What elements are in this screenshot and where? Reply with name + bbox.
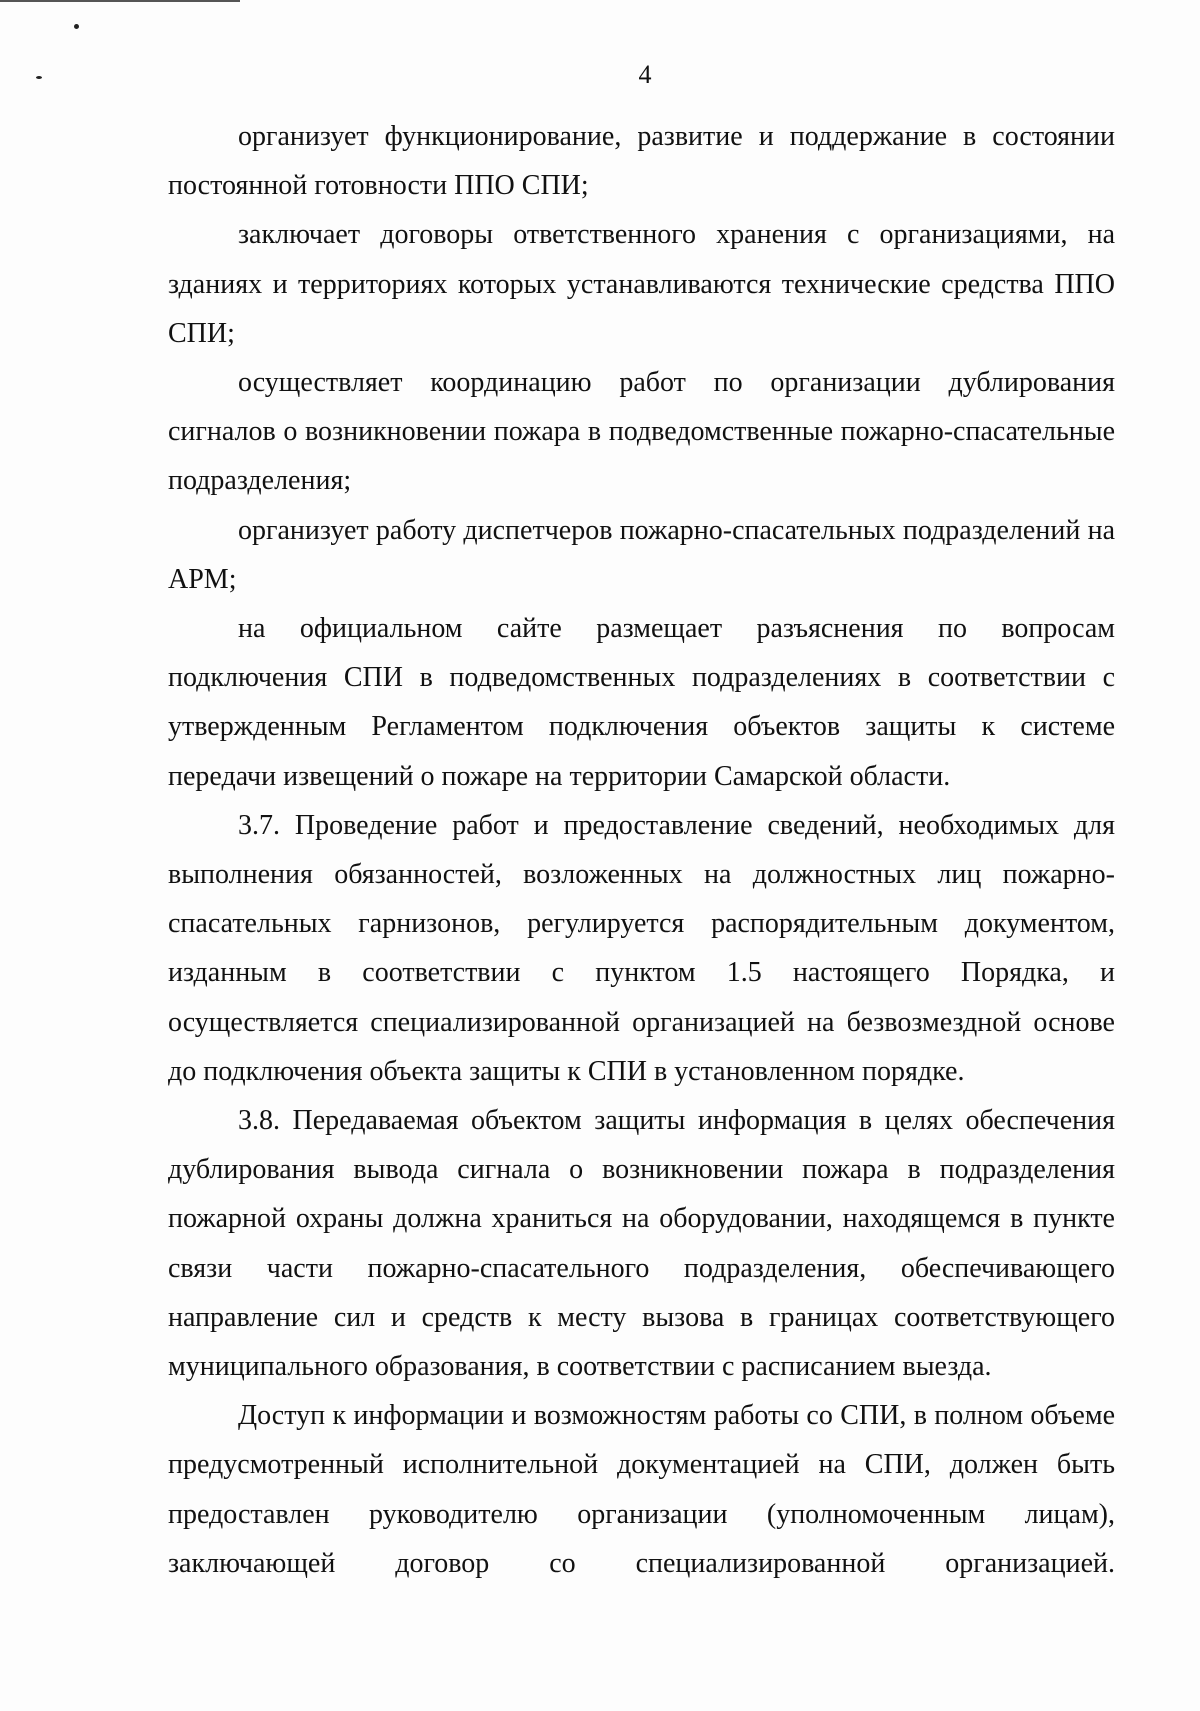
paragraph-dispatchers: организует работу диспетчеров пожарно-спасательных подразделений на АРМ; (168, 514, 1115, 595)
paragraph-functioning: организует функционирование, развитие и поддержание в состоянии постоянной готовности ППО СПИ; (168, 121, 1115, 202)
paragraph-website: на официальном сайте размещает разъяснения по вопросам подключения СПИ в подведомственных подразделениях в соответствии с утвержденным Регламентом подключения объектов защиты к системе передачи извещений о пожаре на территории Самарской области. (168, 613, 1115, 792)
scan-edge-line (0, 0, 240, 2)
page-number: 4 (638, 60, 652, 89)
paragraph-3-8: 3.8. Передаваемая объектом защиты информация в целях обеспечения дублирования вывода сигнала о возникновении пожара в подразделения пожарной охраны должна храниться на оборудовании, находящемся в пункте связи части пожарно-спасательного подразделения, обеспечивающего направление сил и средств к месту вызова в границах соответствующего муниципального образования, в соответствии с расписанием выезда. (168, 1105, 1115, 1383)
scan-speck (74, 24, 79, 29)
paragraph-3-7: 3.7. Проведение работ и предоставление сведений, необходимых для выполнения обязанностей, возложенных на должностных лиц пожарно-спасательных гарнизонов, регулируется распорядительным документом, изданным в соответствии с пунктом 1.5 настоящего Порядка, и осуществляется специализированной организацией на безвозмездной основе до подключения объекта защиты к СПИ в установленном порядке. (168, 809, 1115, 1087)
paragraph-coordination: осуществляет координацию работ по организации дублирования сигналов о возникновении пожара в подведомственные пожарно-спасательные подразделения; (168, 367, 1115, 497)
paragraph-access: Доступ к информации и возможностям работы со СПИ, в полном объеме предусмотренный исполнительной документацией на СПИ, должен быть предоставлен руководителю организации (уполномоченным лицам), заключающей договор со специализированной организацией. (168, 1400, 1115, 1579)
document-body (168, 112, 1115, 1588)
paragraph-storage-contracts: заключает договоры ответственного хранения с организациями, на зданиях и территориях которых устанавливаются технические средства ППО СПИ; (168, 219, 1115, 349)
